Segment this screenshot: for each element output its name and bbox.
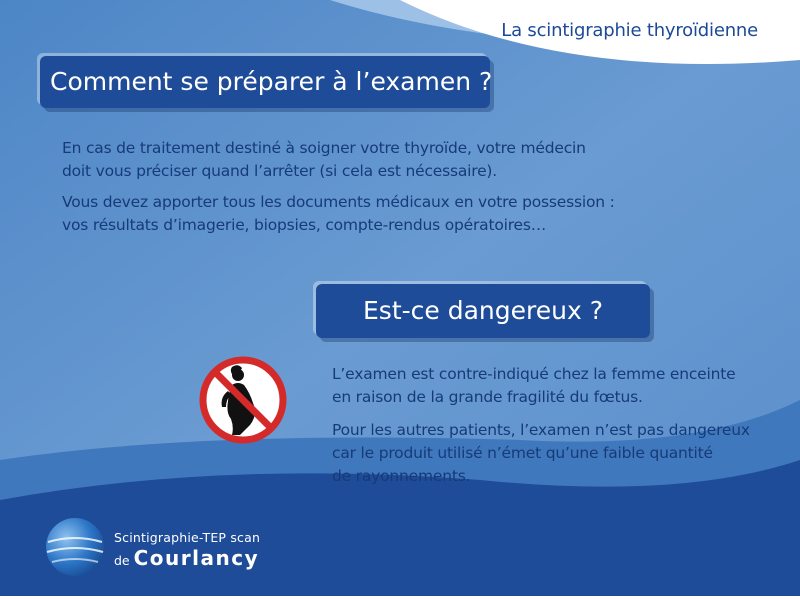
logo-line-1: Scintigraphie-TEP scan [114,530,261,545]
logo-prefix: de [114,553,130,568]
danger-text [332,363,750,498]
header-title: La scintigraphie thyroïdienne [501,20,758,41]
paragraph [62,191,615,237]
logo-line-2 [114,546,260,570]
text-line: vos résultats d’imagerie, biopsies, compte-rendus opératoires… [62,216,547,234]
section-heading-preparation: Comment se préparer à l’examen ? [40,56,490,108]
text-line: de rayonnements. [332,467,471,485]
logo-text [114,530,260,570]
paragraph [332,363,750,409]
text-line: en raison de la grande fragilité du fœtus. [332,388,643,406]
no-pregnancy-icon [198,355,288,445]
text-line: En cas de traitement destiné à soigner votre thyroïde, votre médecin [62,139,586,157]
text-line: Vous devez apporter tous les documents médicaux en votre possession : [62,193,615,211]
text-line: L’examen est contre-indiqué chez la femme enceinte [332,365,736,383]
text-line: car le produit utilisé n’émet qu’une faible quantité [332,444,713,462]
paragraph [62,137,615,183]
section-heading-danger: Est-ce dangereux ? [316,284,650,338]
globe-logo-icon [44,516,106,578]
paragraph [332,419,750,488]
text-line: doit vous préciser quand l’arrêter (si cela est nécessaire). [62,162,498,180]
preparation-text [62,137,615,245]
logo-name: Courlancy [133,546,260,570]
text-line: Pour les autres patients, l’examen n’est pas dangereux [332,421,750,439]
